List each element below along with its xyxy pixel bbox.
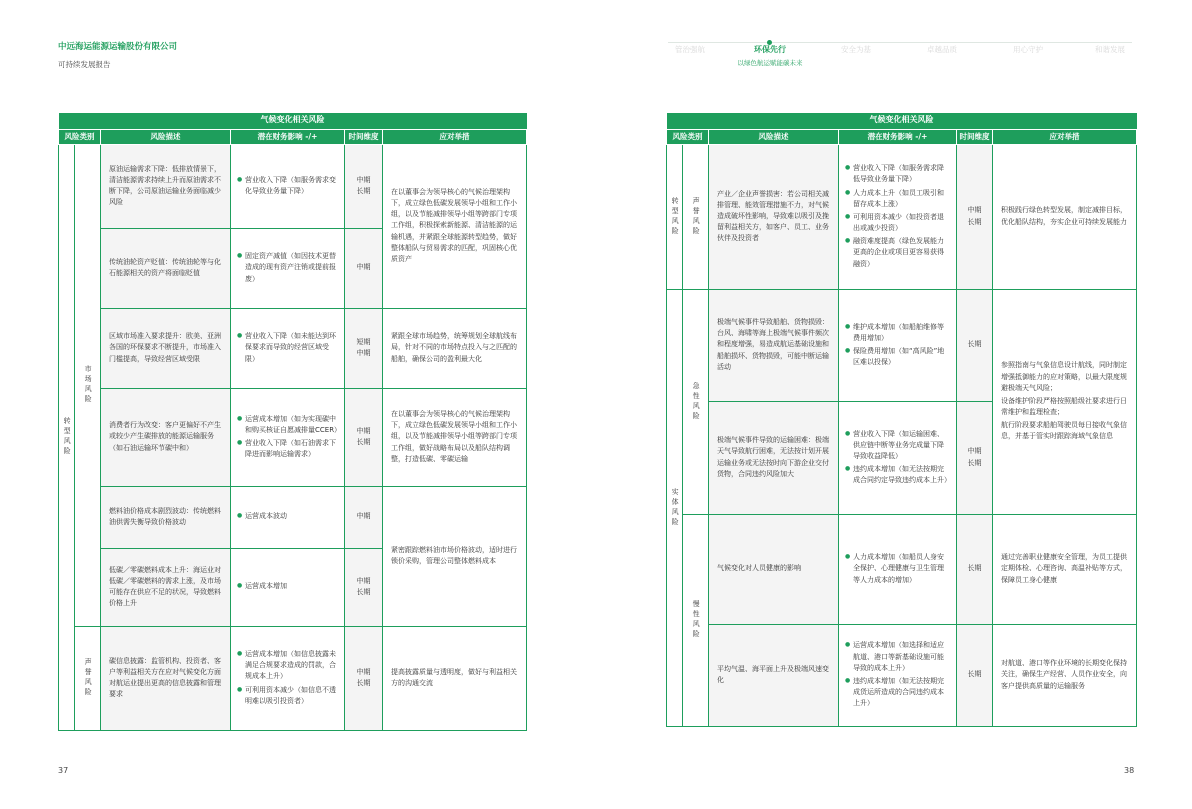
response-paragraph: 参照指南与气象信息设计航线，同时制定增强抵御能力的应对策略，以最大限度规避极端天气风险；	[1001, 361, 1127, 392]
time-horizon: 中期	[345, 486, 383, 548]
response-measure: 对航道、港口等作业环境的长期变化保持关注，确保生产经营、人员作业安全，向客户提供高质量的运输服务	[993, 624, 1137, 726]
col-header-description: 风险描述	[709, 129, 839, 144]
time-horizon: 中期 长期	[957, 144, 993, 289]
category-transition: 转型风险	[59, 144, 75, 730]
time-horizon: 中期 长期	[957, 401, 993, 514]
impact-item: ● 运营成本波动	[237, 511, 338, 522]
time-horizon: 长期	[957, 514, 993, 624]
risk-description: 碳信息披露：监管机构、投资者、客户等利益相关方在应对气候变化方面对航运业提出更高的信息披露和管理要求	[101, 626, 231, 730]
page-number-right: 38	[1124, 766, 1135, 775]
col-header-impact: 潜在财务影响 -/+	[231, 129, 345, 144]
impact-item: ● 运营成本增加（如为实现碳中和购买核证自愿减排量CCER）	[237, 414, 338, 436]
time-horizon: 中期 长期	[345, 548, 383, 626]
response-measure: 通过完善职业健康安全管理，为员工提供定期体检、心理咨询、高温补贴等方式，保障员工身心健康	[993, 514, 1137, 624]
nav-item-quality[interactable]: 卓越品质	[927, 45, 957, 54]
category-transition: 转型风险	[667, 144, 683, 289]
impact-item: ● 运营成本增加	[237, 581, 338, 592]
response-measure: 紧密跟踪燃料油市场价格波动，适时进行锁价采购，管理公司整体燃料成本	[383, 486, 527, 626]
risk-description: 极端气候事件导致船舶、货物损毁：台风、海啸等海上极端气候事件频次和程度增强，易造成航运基础设施和船舶损坏、货物损毁，可能中断运输活动	[709, 289, 839, 401]
financial-impact	[231, 548, 345, 626]
risk-description: 区域市场准入要求提升：欧美、亚洲各国的环保要求不断提升，市场准入门槛提高，导致经营区域受限	[101, 308, 231, 388]
subcategory-reputation: 声誉风险	[683, 144, 709, 289]
col-header-impact: 潜在财务影响 -/+	[839, 129, 957, 144]
response-measure	[993, 289, 1137, 514]
table-title: 气候变化相关风险	[667, 113, 1137, 129]
subcategory-acute: 急性风险	[683, 289, 709, 514]
financial-impact	[231, 228, 345, 308]
response-measure: 提高披露质量与透明度，做好与利益相关方的沟通交流	[383, 626, 527, 730]
risk-description: 原油运输需求下降：低排放情景下，清洁能源需求持续上升而原油需求不断下降，公司原油运输业务面临减少风险	[101, 144, 231, 228]
financial-impact	[231, 388, 345, 486]
impact-item: ● 固定资产减值（如因技术更替造成的现有资产注销或提前报废）	[237, 251, 338, 285]
response-measure: 在以董事会为领导核心的气候治理架构下，成立绿色低碳发展领导小组和工作小组，以及节能减排领导小组等跨部门专项工作组，做好战略布局以及船队结构调整，打造低碳、零碳运输	[383, 388, 527, 486]
risk-description: 低碳／零碳燃料成本上升：海运业对低碳／零碳燃料的需求上涨，及市场可能存在供应不足的状况，导致燃料价格上升	[101, 548, 231, 626]
impact-item: ● 营业收入下降（如运输困难、供应链中断等业务完成量下降导致收益降低）	[845, 429, 950, 463]
impact-item: ● 营业收入下降（如未能达到环保要求而导致的经营区域受限）	[237, 331, 338, 365]
impact-item: ● 违约成本增加（如无法按期完成货运所造成的合同违约成本上升）	[845, 676, 950, 710]
col-header-time: 时间维度	[957, 129, 993, 144]
col-header-category: 风险类别	[59, 129, 101, 144]
col-header-description: 风险描述	[101, 129, 231, 144]
risk-description: 燃料油价格成本剧烈波动：传统燃料油供需失衡导致价格波动	[101, 486, 231, 548]
col-header-time: 时间维度	[345, 129, 383, 144]
table-title: 气候变化相关风险	[59, 113, 527, 129]
time-horizon: 短期 中期	[345, 308, 383, 388]
climate-risk-table-left	[58, 113, 527, 731]
subcategory-chronic: 慢性风险	[683, 514, 709, 726]
impact-item: ● 保险费用增加（如“高风险”地区难以投保）	[845, 346, 950, 368]
time-horizon: 长期	[957, 289, 993, 401]
col-header-response: 应对举措	[993, 129, 1137, 144]
time-horizon: 中期 长期	[345, 144, 383, 228]
impact-item: ● 维护成本增加（如船舶维修等费用增加）	[845, 322, 950, 344]
nav-item-harmony[interactable]: 和谐发展	[1095, 45, 1125, 54]
financial-impact	[839, 289, 957, 401]
risk-description: 产业／企业声誉损害：若公司相关减排管理、能效管理措施不力，对气候造成破坏性影响，导致难以吸引及挽留利益相关方，如客户、员工、业务伙伴及投资者	[709, 144, 839, 289]
impact-item: ● 营业收入下降（如服务需求变化导致业务量下降）	[237, 175, 338, 197]
subcategory-reputation: 声誉风险	[75, 626, 101, 730]
risk-description: 消费者行为改变：客户更偏好不产生或较少产生碳排放的能源运输服务（如石油运输环节碳中和）	[101, 388, 231, 486]
risk-description: 极端气候事件导致的运输困难：极端天气导致航行困难，无法按计划开展运输业务或无法按时向下游企业交付货物，合同违约风险加大	[709, 401, 839, 514]
page-number-left: 37	[58, 766, 69, 775]
time-horizon: 中期 长期	[345, 626, 383, 730]
time-horizon: 长期	[957, 624, 993, 726]
impact-item: ● 融资难度提高（绿色发展能力更高的企业或项目更容易获得融资）	[845, 236, 950, 270]
impact-item: ● 营业收入下降（如石油需求下降进而影响运输需求）	[237, 438, 338, 460]
response-measure: 在以董事会为领导核心的气候治理架构下，成立绿色低碳发展领导小组和工作小组，以及节能减排领导小组等跨部门专项工作组，积极探索新能源、清洁能源的运输机遇，并紧跟全球能源转型趋势，做好整体船队与贸易需求的匹配，巩固核心优质资产	[383, 144, 527, 308]
financial-impact	[231, 144, 345, 228]
risk-description: 气候变化对人员健康的影响	[709, 514, 839, 624]
impact-item: ● 可利用资本减少（如信息不透明难以吸引投资者）	[237, 685, 338, 707]
time-horizon: 中期 长期	[345, 388, 383, 486]
financial-impact	[231, 486, 345, 548]
col-header-category: 风险类别	[667, 129, 709, 144]
nav-active-subtitle: 以绿色航运赋能碳未来	[737, 59, 803, 67]
climate-risk-table-right	[666, 113, 1137, 727]
risk-description: 传统油轮资产贬值：传统油轮等与化石能源相关的资产将面临贬值	[101, 228, 231, 308]
financial-impact	[839, 624, 957, 726]
response-measure: 紧跟全球市场趋势，统筹规划全球航线布局，针对不同的市场特点投入与之匹配的船舶，确保公司的盈利最大化	[383, 308, 527, 388]
nav-line	[668, 42, 1132, 43]
impact-item: ● 人力成本上升（如员工吸引和留存成本上涨）	[845, 188, 950, 210]
financial-impact	[839, 401, 957, 514]
col-header-response: 应对举措	[383, 129, 527, 144]
financial-impact	[231, 308, 345, 388]
company-name: 中远海运能源运输股份有限公司	[58, 42, 178, 52]
financial-impact	[839, 514, 957, 624]
response-paragraph: 航行阶段要求船舶驾驶员每日接收气象信息，并基于管实时跟踪海域气象信息	[1001, 421, 1127, 441]
nav-item-care[interactable]: 用心守护	[1013, 45, 1043, 54]
subcategory-market: 市场风险	[75, 144, 101, 626]
impact-item: ● 人力成本增加（如船员人身安全保护、心理健康与卫生管理等人力成本的增加）	[845, 552, 950, 586]
impact-item: ● 运营成本增加（如选择和适应航道、港口等新基础设施可能导致的成本上升）	[845, 640, 950, 674]
response-measure: 积极践行绿色转型发展，制定减排目标，优化船队结构，夯实企业可持续发展能力	[993, 144, 1137, 289]
financial-impact	[839, 144, 957, 289]
impact-item: ● 运营成本增加（如信息披露未满足合规要求造成的罚款，合规成本上升）	[237, 649, 338, 683]
financial-impact	[231, 626, 345, 730]
report-subtitle: 可持续发展报告	[58, 60, 111, 69]
impact-item: ● 违约成本增加（如无法按期完成合同约定导致违约成本上升）	[845, 464, 950, 486]
nav-item-governance[interactable]: 管治强航	[675, 45, 705, 54]
nav-item-safety[interactable]: 安全为基	[841, 45, 871, 54]
nav-item-environment[interactable]: 环保先行	[754, 45, 786, 54]
impact-item: ● 营业收入下降（如服务需求降低导致业务量下降）	[845, 163, 950, 185]
impact-item: ● 可利用资本减少（如投资者退出或减少投资）	[845, 212, 950, 234]
time-horizon: 中期	[345, 228, 383, 308]
response-paragraph: 设备维护阶段严格按照船级社要求进行日常维护和监理检查；	[1001, 396, 1127, 417]
risk-description: 平均气温、海平面上升及极端风速变化	[709, 624, 839, 726]
chapter-nav	[660, 38, 1140, 68]
category-physical: 实体风险	[667, 289, 683, 726]
